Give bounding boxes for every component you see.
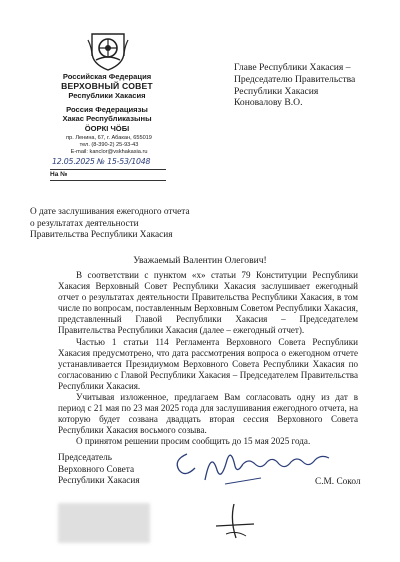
subject-line-1: О дате заслушивания ежегодного отчета [30, 207, 190, 217]
email-line: E-mail: kanclor@vskhakasia.ru [70, 149, 148, 156]
addressee-line-4: Коновалову В.О. [234, 97, 303, 109]
signatory-name: С.М. Сокол [315, 477, 361, 487]
paragraph-3: Учитывая изложенное, предлагаем Вам согласовать одну из дат в период с 21 мая по 23 мая 2025 года для заслушивания ежегодного отчета, на которую будет созвана двадцать вторая сессия Верховного Совета Республики Хакасия восьмого созыва. [58, 392, 358, 436]
paragraph-4: О принятом решении просим сообщить до 15 мая 2025 года. [76, 436, 311, 447]
subject-block [30, 207, 230, 242]
reference-line [50, 171, 166, 181]
org-line-council: ВЕРХОВНЫЙ СОВЕТ [61, 80, 153, 91]
org-line-republic: Республики Хакасия [68, 91, 146, 100]
letter-body [58, 270, 358, 448]
addressee-line-3: Республики Хакасия [234, 85, 319, 97]
handwritten-signature [165, 440, 335, 490]
org-line-republic-khakas: Хакас Республиказыны [62, 114, 152, 123]
coat-of-arms-emblem [86, 30, 130, 72]
addressee-block [234, 62, 394, 109]
address-line: пр. Ленина, 67, г. Абакан, 655019 [66, 135, 152, 141]
signatory-title [58, 453, 140, 488]
salutation: Уважаемый Валентин Олегович! [133, 255, 267, 266]
org-line-council-khakas: ÖОРКI ЧÖБI [84, 123, 130, 133]
registration-line [50, 157, 166, 170]
org-line-country: Российская Федерация [62, 72, 152, 81]
signatory-line-3: Республики Хакасия [58, 476, 140, 487]
org-line-country-khakas: Россия Федерациязы [66, 104, 148, 114]
handwritten-mark [212, 500, 258, 542]
reference-label: На № [50, 171, 68, 178]
paragraph-1: В соответствии с пунктом «х» статьи 79 Конституции Республики Хакасия Верховный Совет Республики Хакасия заслушивает ежегодный отчет о результатах деятельности Правительства Республики Хакасия, в том числе по вопросам, поставленным Верховным Советом Республики Хакасия, представленный Главой Республики Хакасия – Председателем Правительства Республики Хакасия (далее – ежегодный отчет). [58, 270, 358, 336]
redacted-area [58, 503, 150, 543]
signatory-line-1: Председатель [58, 453, 113, 463]
phone-line: тел. (8-390-2) 25-93-43 [79, 142, 139, 149]
registration-number-handwritten: 12.05.2025 № 15-53/1048 [52, 157, 151, 166]
addressee-line-2: Председателю Правительства [234, 73, 356, 85]
subject-line-2: о результатах деятельности [30, 218, 139, 229]
subject-line-3: Правительства Республики Хакасия [30, 230, 173, 241]
addressee-line-1: Главе Республики Хакасия – [234, 62, 351, 73]
paragraph-2: Частью 1 статьи 114 Регламента Верховного Совета Республики Хакасия предусмотрено, что дата рассмотрения вопроса о ежегодном отчете устанавливается Президиумом Верховного Совета Республики Хакасия по согласованию с Главой Республики Хакасия – Председателем Правительства Республики Хакасия. [58, 336, 358, 391]
organization-name [52, 72, 162, 133]
signatory-line-2: Верховного Совета [58, 464, 135, 475]
contact-info [53, 135, 165, 157]
